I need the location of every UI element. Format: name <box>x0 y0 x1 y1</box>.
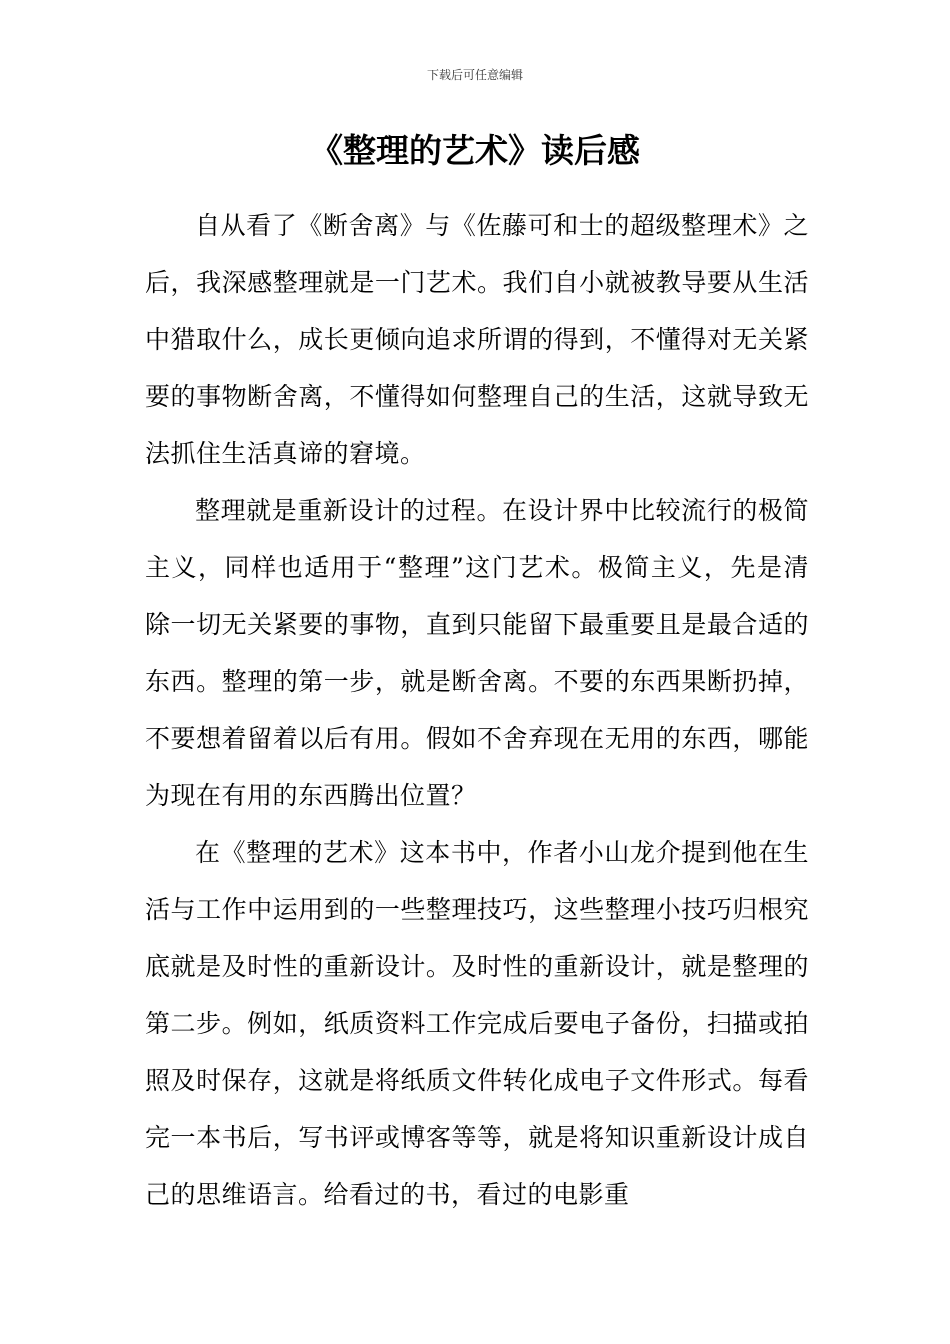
paragraph-2: 整理就是重新设计的过程。在设计界中比较流行的极简主义，同样也适用于“整理”这门艺术。极简主义，先是清除一切无关紧要的事物，直到只能留下最重要且是最合适的东西。整理的第一步，就是断舍离。不要的东西果断扔掉，不要想着留着以后有用。假如不舍弃现在无用的东西，哪能为现在有用的东西腾出位置？ <box>145 496 809 810</box>
document-title: 《整理的艺术》读后感 <box>310 131 640 170</box>
document-body <box>145 197 809 1223</box>
header-note: 下载后可任意编辑 <box>426 68 523 82</box>
paragraph-1: 自从看了《断舍离》与《佐藤可和士的超级整理术》之后，我深感整理就是一门艺术。我们自小就被教导要从生活中猎取什么，成长更倾向追求所谓的得到，不懂得对无关紧要的事物断舍离，不懂得如何整理自己的生活，这就导致无法抓住生活真谛的窘境。 <box>145 211 809 468</box>
paragraph-3: 在《整理的艺术》这本书中，作者小山龙介提到他在生活与工作中运用到的一些整理技巧，这些整理小技巧归根究底就是及时性的重新设计。及时性的重新设计，就是整理的第二步。例如，纸质资料工作完成后要电子备份，扫描或拍照及时保存，这就是将纸质文件转化成电子文件形式。每看完一本书后，写书评或博客等等，就是将知识重新设计成自己的思维语言。给看过的书，看过的电影重 <box>145 838 809 1209</box>
